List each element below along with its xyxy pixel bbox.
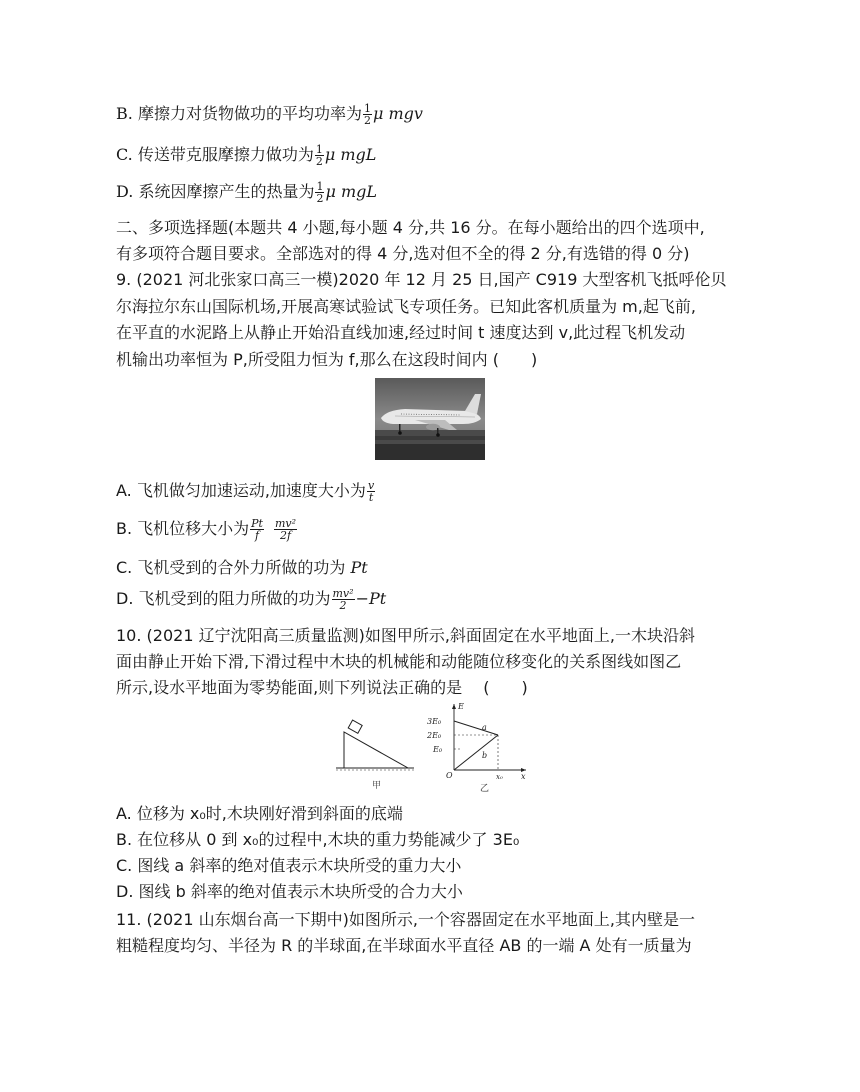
fraction: $\frac{Pt}{f}$ — [251, 517, 263, 542]
fraction: $\frac{\text{mv²}}{2f}$ — [274, 517, 297, 542]
q11-line1: 11. (2021 山东烟台高一下期中)如图所示,一个容器固定在水平地面上,其内壁是一 — [116, 910, 695, 929]
q10-line2: 面由静止开始下滑,下滑过程中木块的机械能和动能随位移变化的关系图线如图乙 — [116, 652, 682, 671]
q9-option-b: B. 飞机位移大小为 $\frac{Pt}{f}$ $\frac{\text{mv²}}{2f}$ — [116, 517, 297, 542]
section2-line1: 二、多项选择题(本题共 4 小题,每小题 4 分,共 16 分。在每小题给出的四个选项中, — [116, 218, 705, 237]
svg-text:3E₀: 3E₀ — [427, 717, 442, 726]
fig-label-yi: 乙 — [480, 784, 490, 794]
fraction: $\frac{1}{2}$ — [316, 180, 324, 205]
q9-line1: 9. (2021 河北张家口高三一模)2020 年 12 月 25 日,国产 C919 大型客机飞抵呼伦贝 — [116, 270, 727, 289]
incline-figure — [336, 720, 414, 791]
fraction: $\frac{v}{t}$ — [367, 479, 375, 504]
q9-line4: 机输出功率恒为 P,所受阻力恒为 f,那么在这段时间内 ( ) — [116, 350, 538, 369]
svg-text:E₀: E₀ — [433, 745, 443, 754]
energy-graph — [426, 702, 526, 794]
q8-option-c: C. 传送带克服摩擦力做功为 $\frac{1}{2}$ μ mgL — [116, 143, 377, 168]
svg-text:2E₀: 2E₀ — [427, 731, 442, 740]
svg-text:x₀: x₀ — [496, 773, 503, 781]
q10-line1: 10. (2021 辽宁沈阳高三质量监测)如图甲所示,斜面固定在水平地面上,一木块沿斜 — [116, 626, 695, 645]
q8-option-d: D. 系统因摩擦产生的热量为 $\frac{1}{2}$ μ mgL — [116, 180, 377, 205]
svg-text:E: E — [458, 702, 464, 711]
fraction: $\frac{1}{2}$ — [363, 102, 371, 127]
q8-option-b: B. 摩擦力对货物做功的平均功率为 $\frac{1}{2}$ μ mgv — [116, 102, 423, 127]
incline-energy-diagram — [330, 700, 530, 795]
q10-option-d: D. 图线 b 斜率的绝对值表示木块所受的合力大小 — [116, 882, 463, 901]
q10-option-c: C. 图线 a 斜率的绝对值表示木块所受的重力大小 — [116, 856, 462, 875]
svg-text:b: b — [482, 751, 488, 760]
svg-text:a: a — [482, 723, 487, 732]
q10-line3: 所示,设水平地面为零势能面,则下列说法正确的是 ( ) — [116, 678, 528, 697]
q9-option-c: C. 飞机受到的合外力所做的功为 Pt — [116, 558, 368, 577]
fraction: $\frac{\text{mv²}}{2}$ — [332, 587, 354, 612]
svg-text:O: O — [446, 771, 453, 780]
q9-line3: 在平直的水泥路上从静止开始沿直线加速,经过时间 t 速度达到 v,此过程飞机发动 — [116, 323, 686, 342]
fraction: $\frac{1}{2}$ — [315, 143, 323, 168]
q10-option-a: A. 位移为 x₀时,木块刚好滑到斜面的底端 — [116, 804, 403, 823]
q10-option-b: B. 在位移从 0 到 x₀的过程中,木块的重力势能减少了 3E₀ — [116, 830, 520, 849]
section2-line2: 有多项符合题目要求。全部选对的得 4 分,选对但不全的得 2 分,有选错的得 0 分) — [116, 244, 690, 263]
airplane-photo — [375, 378, 485, 460]
q11-line2: 粗糙程度均匀、半径为 R 的半球面,在半球面水平直径 AB 的一端 A 处有一质量为 — [116, 936, 692, 955]
q9-line2: 尔海拉尔东山国际机场,开展高寒试验试飞专项任务。已知此客机质量为 m,起飞前, — [116, 297, 696, 316]
fig-label-jia: 甲 — [372, 781, 382, 791]
q9-option-a: A. 飞机做匀加速运动,加速度大小为 $\frac{v}{t}$ — [116, 479, 375, 504]
svg-text:x: x — [521, 772, 526, 781]
q9-option-d: D. 飞机受到的阻力所做的功为 $\frac{\text{mv²}}{2}$ −Pt — [116, 587, 387, 612]
